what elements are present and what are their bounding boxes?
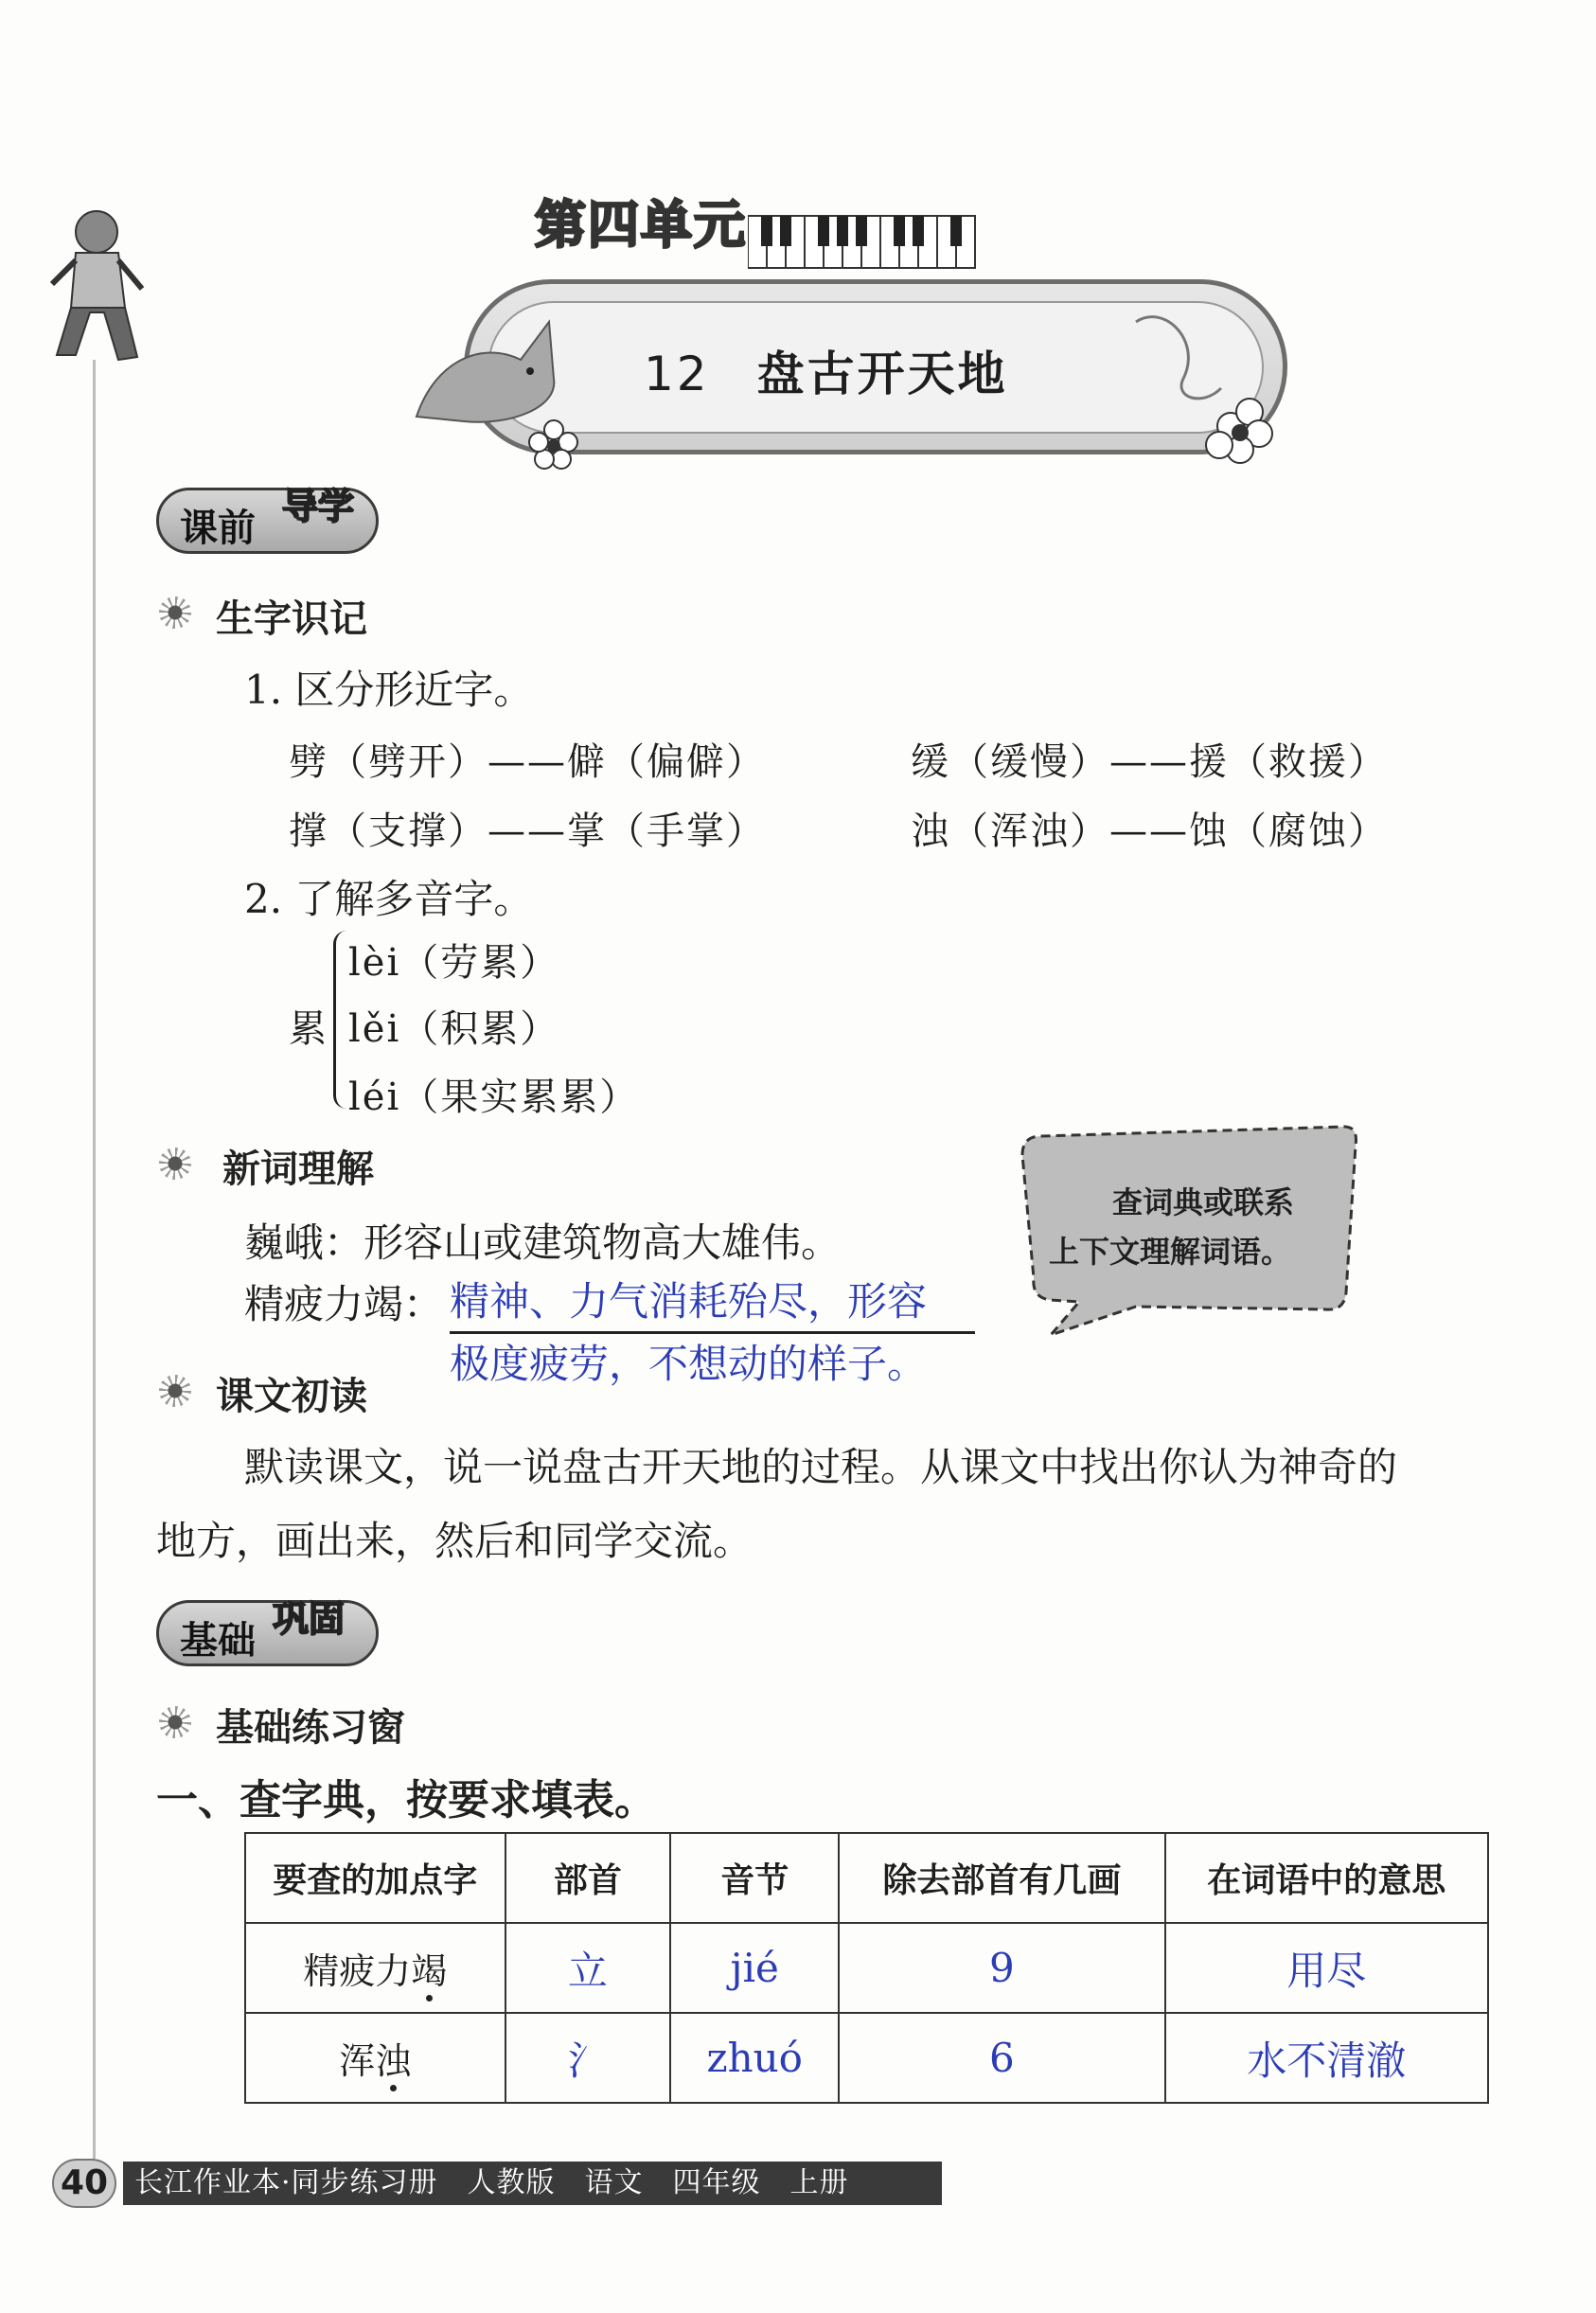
- section-tag-base: [156, 1600, 379, 1666]
- table-cell-radical[interactable]: 氵: [505, 2013, 671, 2103]
- lesson-name: 盘古开天地: [756, 346, 1008, 401]
- fox-icon: [398, 303, 577, 436]
- section-tag-main: 课前: [180, 507, 256, 550]
- pair-4: 浊（浑浊）——蚀（腐蚀）: [911, 810, 1388, 853]
- table-header: 部首: [505, 1833, 671, 1923]
- flower-decoration-icon: [1108, 284, 1297, 473]
- word-heading: 新词理解: [222, 1148, 374, 1191]
- table-header: 音节: [670, 1833, 839, 1923]
- bullet-icon: [159, 1706, 191, 1738]
- table-cell-pinyin[interactable]: zhuó: [670, 2013, 839, 2103]
- table-cell-pinyin[interactable]: jié: [670, 1923, 839, 2013]
- small-flower-icon: [525, 417, 582, 473]
- reading-3: léi（果实累累）: [348, 1076, 640, 1119]
- unit-title: 第四单元: [535, 195, 747, 255]
- lesson-title: [644, 336, 1008, 404]
- tip-line-2: 上下文理解词语。: [1049, 1234, 1292, 1270]
- table-cell-word: 浑浊: [245, 2013, 505, 2103]
- table-header: 在词语中的意思: [1165, 1833, 1488, 1923]
- table-header: 除去部首有几画: [839, 1833, 1164, 1923]
- reading-heading: 课文初读: [216, 1375, 367, 1418]
- pair-3: 撑（支撑）——掌（手掌）: [289, 810, 766, 853]
- polyphone-char: 累: [289, 1007, 328, 1051]
- boy-illustration: [38, 194, 151, 374]
- dictionary-table: [244, 1832, 1489, 2104]
- reading-line-1: 默读课文，说一说盘古开天地的过程。从课文中找出你认为神奇的: [244, 1444, 1398, 1490]
- section-tag-sup: 导学: [282, 486, 355, 527]
- table-row: [245, 2013, 1488, 2103]
- item2-title: 2. 了解多音字。: [244, 876, 534, 922]
- word-2-label: 精疲力竭：: [244, 1281, 444, 1327]
- table-cell-word: 精疲力竭: [245, 1923, 505, 2013]
- reading-line-2: 地方，画出来，然后和同学交流。: [156, 1518, 754, 1564]
- tip-line-1: 查词典或联系: [1112, 1184, 1295, 1220]
- table-cell-meaning[interactable]: 水不清澈: [1165, 2013, 1488, 2103]
- piano-keys-icon: [748, 206, 1003, 273]
- page-number: 40: [52, 2159, 116, 2208]
- table-cell-meaning[interactable]: 用尽: [1165, 1923, 1488, 2013]
- table-cell-strokes[interactable]: 6: [839, 2013, 1164, 2103]
- bullet-icon: [159, 596, 191, 629]
- lesson-number: 12: [644, 347, 710, 401]
- word-1: 巍峨：形容山或建筑物高大雄伟。: [244, 1219, 842, 1266]
- practice-heading: 基础练习窗: [216, 1706, 405, 1750]
- word-2-answer-2: 极度疲劳，不想动的样子。: [450, 1341, 928, 1387]
- section-tag-main: 基础: [180, 1619, 256, 1663]
- pair-1: 劈（劈开）——僻（偏僻）: [289, 740, 766, 784]
- margin-line: [93, 360, 96, 2159]
- bullet-icon: [159, 1375, 191, 1407]
- section-tag-pre: [156, 488, 379, 554]
- pair-2: 缓（缓慢）——援（救援）: [911, 740, 1388, 784]
- word-2-answer-1: 精神、力气消耗殆尽，形容: [450, 1271, 975, 1334]
- table-row: [245, 1923, 1488, 2013]
- table-cell-radical[interactable]: 立: [505, 1923, 671, 2013]
- reading-1: lèi（劳累）: [348, 941, 560, 985]
- question-1: 一、查字典，按要求填表。: [156, 1776, 656, 1824]
- table-cell-strokes[interactable]: 9: [839, 1923, 1164, 2013]
- item1-title: 1. 区分形近字。: [244, 667, 534, 713]
- table-header: 要查的加点字: [245, 1833, 505, 1923]
- footer-book-info: 长江作业本·同步练习册 人教版 语文 四年级 上册: [123, 2162, 942, 2205]
- char-heading: 生字识记: [216, 597, 367, 641]
- reading-2: lěi（积累）: [348, 1007, 560, 1051]
- table-header-row: [245, 1833, 1488, 1923]
- section-tag-sup: 巩固: [273, 1598, 346, 1640]
- bullet-icon: [159, 1148, 191, 1180]
